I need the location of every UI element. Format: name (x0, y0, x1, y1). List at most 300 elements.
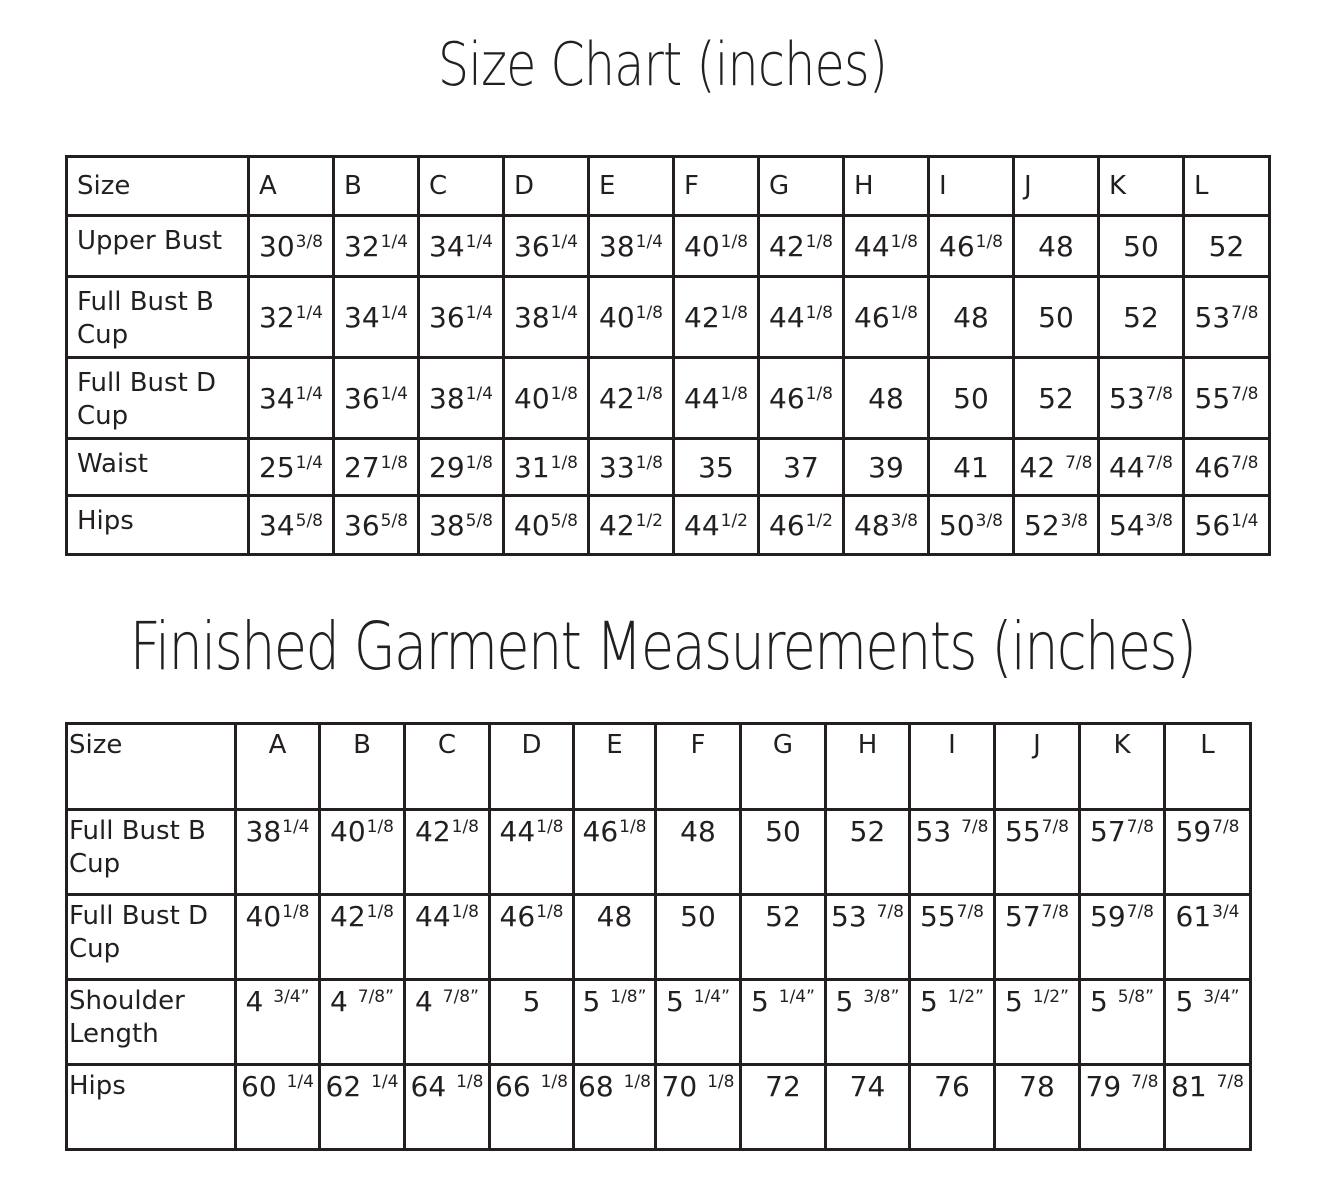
whole-number: 48 (680, 815, 716, 848)
fraction: 1/4 (295, 383, 323, 404)
whole-number: 64 (410, 1070, 456, 1103)
measurement-cell (1184, 216, 1270, 277)
measurement-cell (589, 277, 674, 358)
measurement-cell (1014, 496, 1099, 555)
whole-number: 50 (765, 815, 801, 848)
whole-number: 42 (1019, 450, 1065, 484)
fraction: 1/4 (286, 1072, 314, 1092)
measurement-cell (589, 439, 674, 496)
measurement-cell (844, 439, 929, 496)
whole-number: 5 (666, 985, 693, 1018)
measurement-cell (844, 277, 929, 358)
measurement-cell (249, 439, 334, 496)
whole-number: 5 (1175, 985, 1203, 1018)
fraction: 1/4 (550, 302, 578, 323)
measurement-cell (995, 810, 1080, 895)
size-column-header: K (1080, 724, 1165, 810)
row-label: Hips (67, 1065, 236, 1150)
measurement-cell (419, 216, 504, 277)
measurement-cell (759, 358, 844, 439)
whole-number: 54 (1109, 508, 1145, 542)
measurement-cell (1184, 358, 1270, 439)
fraction: 7/8 (956, 902, 984, 922)
fraction: 5/8 (380, 510, 408, 531)
row-label: Waist (67, 439, 249, 496)
measurement-cell (236, 895, 320, 980)
fraction: 1/8 (720, 383, 748, 404)
whole-number: 56 (1194, 508, 1231, 542)
measurement-cell (490, 1065, 574, 1150)
whole-number: 38 (599, 229, 635, 263)
fraction: 5/8 (295, 510, 323, 531)
whole-number: 48 (596, 900, 633, 933)
table-row (67, 895, 1251, 980)
whole-number: 35 (698, 450, 734, 484)
whole-number: 44 (415, 900, 451, 933)
whole-number: 5 (1090, 985, 1117, 1018)
size-column-header: G (741, 724, 826, 810)
measurement-cell (1014, 277, 1099, 358)
whole-number: 5 (835, 985, 863, 1018)
whole-number: 78 (1019, 1070, 1055, 1103)
fraction: 1/8 (623, 1072, 651, 1092)
whole-number: 46 (499, 900, 536, 933)
measurement-cell (1014, 439, 1099, 496)
measurement-cell (929, 358, 1014, 439)
whole-number: 55 (1194, 381, 1231, 415)
measurement-cell (334, 216, 419, 277)
whole-number: 29 (429, 450, 465, 484)
whole-number: 61 (1175, 900, 1212, 933)
whole-number: 52 (1024, 508, 1060, 542)
whole-number: 34 (429, 229, 465, 263)
size-chart-table (65, 155, 1271, 556)
measurement-cell (844, 216, 929, 277)
fraction: 7/8 (1145, 452, 1173, 473)
measurement-cell (1080, 895, 1165, 980)
fraction: 1/2 (720, 510, 748, 531)
measurement-cell (504, 216, 589, 277)
size-column-header: I (929, 157, 1014, 216)
measurement-cell (504, 277, 589, 358)
whole-number: 68 (578, 1070, 623, 1103)
whole-number: 76 (934, 1070, 970, 1103)
fraction: 1/2 (635, 510, 663, 531)
measurement-cell (334, 439, 419, 496)
measurement-cell (826, 980, 910, 1065)
whole-number: 4 (415, 985, 442, 1018)
fraction: 7/8 (876, 902, 904, 922)
whole-number: 44 (684, 508, 720, 542)
fraction: 7/8 (1231, 302, 1259, 323)
fraction: 7/8 (1041, 817, 1069, 837)
fraction: 3/8 (1060, 510, 1088, 531)
measurement-cell (490, 810, 574, 895)
fraction: 1/8” (610, 987, 647, 1007)
measurement-cell (741, 1065, 826, 1150)
whole-number: 5 (582, 985, 610, 1018)
row-label: Shoulder Length (67, 980, 236, 1065)
measurement-cell (1080, 810, 1165, 895)
fraction: 7/8 (1126, 902, 1154, 922)
whole-number: 40 (330, 815, 366, 848)
whole-number: 44 (1109, 450, 1145, 484)
fraction: 7/8 (1212, 817, 1240, 837)
whole-number: 32 (259, 300, 295, 334)
measurement-cell (674, 358, 759, 439)
measurement-cell (826, 1065, 910, 1150)
whole-number: 52 (765, 900, 801, 933)
size-column-header: B (334, 157, 419, 216)
whole-number: 44 (769, 300, 805, 334)
fraction: 1/4 (380, 231, 408, 252)
measurement-cell (490, 980, 574, 1065)
fraction: 3/4” (273, 987, 310, 1007)
measurement-cell (1165, 980, 1251, 1065)
whole-number: 46 (854, 300, 890, 334)
fraction: 1/4 (635, 231, 663, 252)
fraction: 1/4 (1231, 510, 1259, 531)
whole-number: 44 (499, 815, 536, 848)
table-row (67, 358, 1270, 439)
fraction: 7/8 (1126, 817, 1154, 837)
fraction: 1/8 (465, 452, 493, 473)
whole-number: 62 (325, 1070, 371, 1103)
size-column-header: I (910, 724, 995, 810)
whole-number: 40 (599, 300, 635, 334)
measurement-cell (1165, 1065, 1251, 1150)
measurement-cell (320, 1065, 405, 1150)
fraction: 1/8 (890, 302, 918, 323)
whole-number: 25 (259, 450, 295, 484)
measurement-cell (1184, 277, 1270, 358)
whole-number: 81 (1171, 1070, 1216, 1103)
measurement-cell (995, 980, 1080, 1065)
fraction: 1/8 (619, 817, 647, 837)
whole-number: 38 (245, 815, 282, 848)
measurement-cell (1080, 1065, 1165, 1150)
measurement-cell (249, 358, 334, 439)
whole-number: 34 (344, 300, 380, 334)
row-label: Upper Bust (67, 216, 249, 277)
size-column-header: L (1184, 157, 1270, 216)
fraction: 1/4 (380, 302, 408, 323)
measurement-cell (844, 358, 929, 439)
measurement-cell (910, 980, 995, 1065)
fraction: 1/8 (975, 231, 1003, 252)
whole-number: 4 (245, 985, 273, 1018)
size-column-header: H (844, 157, 929, 216)
fraction: 1/8 (805, 302, 833, 323)
measurement-cell (490, 895, 574, 980)
measurement-cell (419, 358, 504, 439)
whole-number: 79 (1085, 1070, 1131, 1103)
whole-number: 40 (245, 900, 282, 933)
row-label: Hips (67, 496, 249, 555)
measurement-cell (1099, 277, 1184, 358)
fraction: 7/8 (1065, 452, 1093, 473)
header-row (67, 724, 1251, 810)
fraction: 1/8 (805, 383, 833, 404)
whole-number: 32 (344, 229, 380, 263)
size-column-header: L (1165, 724, 1251, 810)
fraction: 1/8 (890, 231, 918, 252)
whole-number: 46 (1194, 450, 1231, 484)
fraction: 5/8 (550, 510, 578, 531)
measurement-cell (334, 358, 419, 439)
measurement-cell (674, 216, 759, 277)
fraction: 3/4 (1212, 902, 1240, 922)
table-row (67, 496, 1270, 555)
size-column-header: K (1099, 157, 1184, 216)
fraction: 1/8 (366, 817, 394, 837)
whole-number: 42 (415, 815, 451, 848)
whole-number: 46 (582, 815, 619, 848)
whole-number: 53 (1194, 300, 1231, 334)
table-row (67, 277, 1270, 358)
measurement-cell (1080, 980, 1165, 1065)
measurement-cell (320, 895, 405, 980)
fraction: 5/8 (465, 510, 493, 531)
measurement-cell (995, 1065, 1080, 1150)
measurement-cell (1099, 496, 1184, 555)
fraction: 1/8 (635, 383, 663, 404)
fraction: 1/8 (720, 302, 748, 323)
fraction: 7/8” (357, 987, 394, 1007)
size-header: Size (67, 157, 249, 216)
measurement-cell (674, 439, 759, 496)
whole-number: 42 (684, 300, 720, 334)
fraction: 1/8 (456, 1072, 484, 1092)
whole-number: 50 (680, 900, 716, 933)
fraction: 1/8 (707, 1072, 735, 1092)
whole-number: 40 (684, 229, 720, 263)
whole-number: 50 (939, 508, 975, 542)
whole-number: 48 (953, 300, 989, 334)
size-column-header: E (574, 724, 656, 810)
measurement-cell (1184, 496, 1270, 555)
whole-number: 42 (330, 900, 366, 933)
fraction: 1/8 (720, 231, 748, 252)
measurement-cell (1099, 439, 1184, 496)
fraction: 1/4 (380, 383, 408, 404)
fraction: 3/8 (1145, 510, 1173, 531)
row-label: Full Bust B Cup (67, 810, 236, 895)
measurement-cell (741, 980, 826, 1065)
whole-number: 5 (920, 985, 947, 1018)
whole-number: 48 (868, 381, 904, 415)
whole-number: 27 (344, 450, 380, 484)
whole-number: 44 (684, 381, 720, 415)
fraction: 3/8 (295, 231, 323, 252)
measurement-cell (589, 358, 674, 439)
measurement-cell (1014, 358, 1099, 439)
whole-number: 36 (344, 381, 380, 415)
whole-number: 38 (429, 508, 465, 542)
fraction: 3/8” (863, 987, 900, 1007)
whole-number: 74 (849, 1070, 886, 1103)
fraction: 1/4 (295, 452, 323, 473)
measurement-cell (405, 895, 490, 980)
fraction: 1/8 (536, 817, 564, 837)
whole-number: 40 (514, 381, 550, 415)
measurement-cell (826, 895, 910, 980)
measurement-cell (249, 496, 334, 555)
fraction: 7/8 (1041, 902, 1069, 922)
measurement-cell (334, 277, 419, 358)
whole-number: 52 (1123, 300, 1159, 334)
table-row (67, 216, 1270, 277)
row-label: Full Bust D Cup (67, 895, 236, 980)
fraction: 3/8 (890, 510, 918, 531)
measurement-cell (1165, 895, 1251, 980)
whole-number: 40 (514, 508, 550, 542)
fraction: 1/4 (550, 231, 578, 252)
measurement-cell (504, 496, 589, 555)
whole-number: 38 (429, 381, 465, 415)
measurement-cell (504, 439, 589, 496)
fraction: 1/4 (465, 231, 493, 252)
measurement-cell (574, 895, 656, 980)
whole-number: 59 (1090, 900, 1126, 933)
measurement-cell (334, 496, 419, 555)
size-column-header: J (1014, 157, 1099, 216)
whole-number: 57 (1005, 900, 1041, 933)
fraction: 1/2 (805, 510, 833, 531)
measurement-cell (929, 496, 1014, 555)
whole-number: 39 (868, 450, 904, 484)
measurement-cell (741, 895, 826, 980)
whole-number: 36 (514, 229, 550, 263)
fraction: 1/4 (371, 1072, 399, 1092)
fraction: 1/2” (1032, 987, 1069, 1007)
measurement-cell (741, 810, 826, 895)
size-column-header: E (589, 157, 674, 216)
measurement-cell (1184, 439, 1270, 496)
measurement-cell (405, 980, 490, 1065)
whole-number: 5 (1005, 985, 1032, 1018)
fraction: 1/4” (778, 987, 815, 1007)
fraction: 7/8 (1145, 383, 1173, 404)
measurement-cell (759, 216, 844, 277)
whole-number: 66 (495, 1070, 540, 1103)
whole-number: 44 (854, 229, 890, 263)
fraction: 3/8 (975, 510, 1003, 531)
measurement-cell (320, 810, 405, 895)
fraction: 7/8” (442, 987, 479, 1007)
measurement-cell (929, 439, 1014, 496)
whole-number: 53 (915, 815, 961, 848)
whole-number: 52 (1208, 229, 1245, 263)
whole-number: 33 (599, 450, 635, 484)
fraction: 1/4 (295, 302, 323, 323)
measurement-cell (674, 277, 759, 358)
measurement-cell (929, 216, 1014, 277)
whole-number: 42 (599, 508, 635, 542)
fraction: 1/8 (380, 452, 408, 473)
measurement-cell (910, 810, 995, 895)
size-column-header: F (656, 724, 741, 810)
table-row (67, 439, 1270, 496)
whole-number: 53 (831, 900, 876, 933)
measurement-cell (995, 895, 1080, 980)
measurement-cell (249, 216, 334, 277)
measurement-cell (656, 1065, 741, 1150)
whole-number: 4 (330, 985, 357, 1018)
whole-number: 55 (920, 900, 956, 933)
size-column-header: D (490, 724, 574, 810)
size-chart-title: Size Chart (inches) (437, 30, 888, 100)
fraction: 1/2” (947, 987, 984, 1007)
fraction: 1/8 (805, 231, 833, 252)
fraction: 1/8 (635, 302, 663, 323)
fraction: 1/8 (451, 817, 479, 837)
fraction: 1/4 (282, 817, 310, 837)
whole-number: 34 (259, 381, 295, 415)
whole-number: 57 (1090, 815, 1126, 848)
measurement-cell (1099, 216, 1184, 277)
fraction: 1/8 (451, 902, 479, 922)
finished-garment-table (65, 722, 1252, 1151)
fraction: 7/8 (1131, 1072, 1159, 1092)
measurement-cell (419, 496, 504, 555)
whole-number: 72 (765, 1070, 801, 1103)
measurement-cell (249, 277, 334, 358)
table-row (67, 980, 1251, 1065)
fraction: 5/8” (1117, 987, 1154, 1007)
whole-number: 52 (1038, 381, 1074, 415)
fraction: 1/8 (550, 383, 578, 404)
whole-number: 50 (1123, 229, 1159, 263)
whole-number: 31 (514, 450, 550, 484)
fraction: 1/8 (550, 452, 578, 473)
whole-number: 48 (854, 508, 890, 542)
measurement-cell (759, 496, 844, 555)
whole-number: 5 (522, 985, 541, 1018)
fraction: 1/8 (282, 902, 310, 922)
measurement-cell (419, 439, 504, 496)
whole-number: 52 (849, 815, 886, 848)
whole-number: 34 (259, 508, 295, 542)
measurement-cell (656, 895, 741, 980)
whole-number: 59 (1175, 815, 1212, 848)
whole-number: 46 (769, 508, 805, 542)
whole-number: 50 (1038, 300, 1074, 334)
size-column-header: G (759, 157, 844, 216)
measurement-cell (759, 277, 844, 358)
measurement-cell (674, 496, 759, 555)
size-column-header: C (419, 157, 504, 216)
whole-number: 38 (514, 300, 550, 334)
size-column-header: B (320, 724, 405, 810)
finished-garment-title: Finished Garment Measurements (inches) (129, 608, 1196, 685)
measurement-cell (759, 439, 844, 496)
header-row (67, 157, 1270, 216)
whole-number: 41 (953, 450, 989, 484)
row-label: Full Bust D Cup (67, 358, 249, 439)
size-column-header: C (405, 724, 490, 810)
fraction: 1/8 (540, 1072, 568, 1092)
measurement-cell (844, 496, 929, 555)
measurement-cell (589, 216, 674, 277)
measurement-cell (910, 1065, 995, 1150)
whole-number: 70 (661, 1070, 707, 1103)
whole-number: 42 (599, 381, 635, 415)
measurement-cell (236, 1065, 320, 1150)
whole-number: 36 (344, 508, 380, 542)
row-label: Full Bust B Cup (67, 277, 249, 358)
whole-number: 53 (1109, 381, 1145, 415)
